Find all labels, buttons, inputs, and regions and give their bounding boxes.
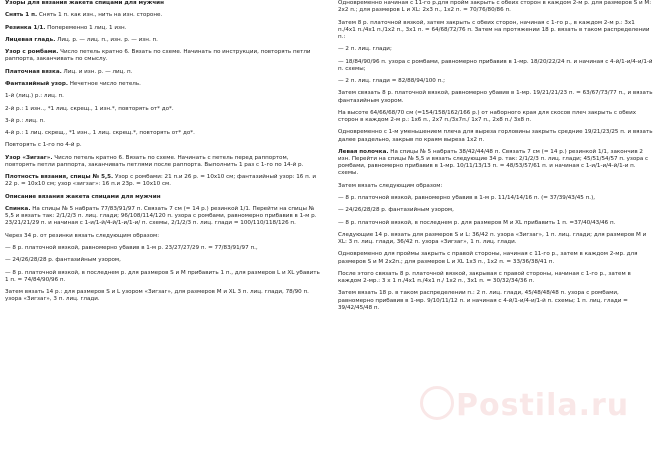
paragraph xyxy=(5,174,320,188)
paragraph-text: На спицы № 5 набрать 38/42/44/48 п. Связать 7 см (= 14 р.) резинкой 1/1, закончив 2 изн. Перейти на спицы № 5,5 и вязать следующие 34 р. так: 2/1/2/3 п. лиц. глади; 45/51/54/57 п. узора с ромбами, равномерно прибавив в 1-мр. 10/11/13/13 п. = 48/53/57/61 п. и начиная с 1-и/1-и/4-й/1-и п. схемы. xyxy=(338,148,649,177)
paragraph-heading: Левая полочка. xyxy=(338,148,389,155)
paragraph-text: Затем вязать следующим образом: xyxy=(338,182,443,189)
paragraph xyxy=(338,251,654,265)
paragraph xyxy=(338,129,654,143)
paragraph-heading: Плотность вязания, спицы № 5,5. xyxy=(5,174,114,181)
paragraph-text: Одновременно начиная с 11-го р.для пройм закрыть с обеих сторон в каждом 2-м р. для размеров S и M: 2х2 п.; для размеров L и XL: 2х3 п., 1х2 п. = 70/76/80/86 п. xyxy=(338,0,652,14)
watermark: Postila.ru xyxy=(456,388,630,423)
paragraph xyxy=(5,142,320,149)
paragraph xyxy=(338,290,654,312)
paragraph-text: Число петель кратно 6. Вязать по схеме. Начинать с петель перед раппортом, повторять петли раппорта, заканчивать петлями после раппорта. Выполнить 1 раз с 1-го по 14-й р. xyxy=(5,154,304,168)
paragraph-text: Повторять с 1-го по 4-й р. xyxy=(5,142,82,149)
paragraph-text: — 8 р. платочной вязкой, равномерно убавив в 1-м р. 11/14/14/16 п. (= 37/39/43/45 п.), xyxy=(338,195,596,201)
paragraph-text: Затем связать 8 р. платочной вязкой, равномерно убавив в 1-мр. 19/21/21/23 п. = 63/67/73/77 п., и вязать фантазийным узором. xyxy=(338,90,653,104)
paragraph-text: Лиц. р. — лиц. п., изн. р. — изн. п. xyxy=(55,36,158,43)
paragraph xyxy=(5,49,320,63)
paragraph xyxy=(5,270,320,284)
paragraph xyxy=(338,90,654,104)
paragraph xyxy=(338,20,654,42)
right-column xyxy=(338,0,654,317)
paragraph xyxy=(338,183,654,190)
paragraph-text: Попеременно 1 лиц. 1 изн. xyxy=(45,24,127,31)
paragraph-heading: Спинка. xyxy=(5,206,31,213)
paragraph-text: 4-й р.: 1 лиц. скрещ., *1 изн., 1 лиц. скрещ.*, повторять от* до*. xyxy=(5,130,195,137)
paragraph-text: Затем вязать 18 р. в таком распределении п.: 2 п. лиц. глади, 45/48/48/48 п. узора с ромбами, равномерно прибавив в 1-мр. 9/10/11/12 п. и начиная с 4-й/1-и/4-и/1-й п. схемы; 1 п. лиц. глади = 39/42/45/48 п. xyxy=(338,290,628,311)
paragraph xyxy=(338,78,654,85)
paragraph xyxy=(5,81,320,88)
paragraph-text: 1-й (лиц.) р.: лиц. п. xyxy=(5,93,64,100)
paragraph-text: — 8 р. платочной вязкой, равномерно убавив в 1-м р. 23/27/27/29 п. = 77/83/91/97 п., xyxy=(5,245,258,252)
paragraph-text: Нечетное число петель. xyxy=(67,80,141,87)
paragraph-text: — 24/26/28/28 р. фантазийным узором, xyxy=(338,207,454,214)
paragraph-text: — 8 р. платочной вязкой, в последнем р. для размеров M и XL прибавить 1 п. =37/40/43/46 п. xyxy=(338,219,616,226)
paragraph xyxy=(5,25,320,32)
paragraph xyxy=(5,130,320,137)
paragraph xyxy=(338,59,654,73)
paragraph-text: — 2 п. лиц. глади = 82/88/94/100 п.; xyxy=(338,78,445,84)
paragraph-text: 2-й р.: 1 изн.., *1 лиц. скрещ., 1 изн.*, повторять от* до*. xyxy=(5,105,174,112)
paragraph-text: — 2 п. лиц. глади; xyxy=(338,46,392,53)
paragraph-heading: Узор с ромбами. xyxy=(5,49,59,56)
paragraph-text: На спицы № 5 набрать 77/83/91/97 п. Связать 7 см (= 14 р.) резинкой 1/1. Перейти на спицы № 5,5 и вязать так: 2/1/2/3 п. лиц. глади; 96/108/114/120 п. узора с ромбами, равномерно прибавив в 1-м р. 23/21/21/29 п. и начиная с 1-и/1-й/4-й/1-и/1-и/ п. схемы, 2/1/2/3 п. лиц. глади = 100/110/118/126 п. xyxy=(5,206,317,227)
paragraph-text: Через 34 р. от резинки вязать следующим образом: xyxy=(5,232,160,239)
paragraph-text: Снять 1 п. как изн., нить на изн. стороне. xyxy=(37,12,163,19)
paragraph-text: — 18/84/90/96 п. узора с ромбами, равномерно прибавив в 1-мр. 18/20/22/24 п. и начиная с 4-й/1-и/4-и/1-й п. схемы; xyxy=(338,58,653,72)
paragraph-text: Число петель кратно 6. Вязать по схеме. Начинать по инструкции, повторять петли раппорта, заканчивать по смыслу. xyxy=(5,49,311,63)
paragraph xyxy=(5,194,320,201)
watermark-logo-icon xyxy=(420,386,454,420)
paragraph xyxy=(5,93,320,100)
paragraph-text: Одновременно с 1-м уменьшением плеча для выреза горловины закрыть средние 19/21/23/25 п. и вязать далее раздельно, закрыв по краям выреза 1х2 п. xyxy=(338,129,653,143)
paragraph xyxy=(338,271,654,285)
paragraph xyxy=(5,69,320,76)
paragraph xyxy=(5,118,320,125)
paragraph-text: Одновременно для проймы закрыть с правой стороны, начиная с 11-го р., затем в каждом 2-мр. для размеров S и M 2х2п.; для размеров L и XL 1х3 п., 1х2 п. = 33/36/38/41 п. xyxy=(338,251,638,265)
paragraph-text: — 24/26/28/28 р. фантазийным узором, xyxy=(5,257,121,264)
paragraph-text: На высоте 64/66/68/70 см (=154/158/162/166 р.) от наборного края для скосов плеч закрыть с обеих сторон в каждом 2-м р.: 1х6 п., 2х7 п./3х7п./ 1х7 п., 2х8 п./ 3х8 п. xyxy=(338,109,637,123)
paragraph-text: 3-й р.: лиц. п. xyxy=(5,117,45,124)
paragraph-heading: Описание вязания жакета спицами для мужчин xyxy=(5,193,161,200)
paragraph-text: Затем вязать 14 р.: для размеров S и L узором «Зигзаг», для размеров M и XL 3 п. лиц. глади, 78/90 п. узора «Зигзаг», 3 п. лиц. глади. xyxy=(5,289,309,303)
paragraph-text: — 8 р. платочной вязкой, в последнем р. для размеров S и M прибавить 1 п., для размеров L и XL убавить 1 п. = 74/84/90/96 п. xyxy=(5,269,320,283)
paragraph xyxy=(338,207,654,214)
paragraph xyxy=(338,0,654,14)
paragraph xyxy=(338,110,654,124)
paragraph-heading: Узоры для вязания жакета спицами для мужчин xyxy=(5,0,164,6)
paragraph xyxy=(5,37,320,44)
paragraph xyxy=(5,257,320,264)
paragraph xyxy=(5,233,320,240)
paragraph-text: Лиц. и изн. р. — лиц. п. xyxy=(61,68,133,75)
paragraph xyxy=(338,232,654,246)
paragraph-text: После этого связать 8 р. платочной вязкой, закрывая с правой стороны, начиная с 1-го р., затем в каждом 2-мр.: 3 х 1 п./4х1 п./4х1 п./ 1х2 п., 3х1 п. = 30/32/34/36 п. xyxy=(338,270,631,285)
paragraph xyxy=(5,206,320,228)
left-column xyxy=(5,0,320,309)
paragraph-heading: Лицевая гладь. xyxy=(5,36,56,43)
paragraph-heading: Фантазийный узор. xyxy=(5,80,68,87)
paragraph xyxy=(5,12,320,19)
paragraph-heading: Платочная вязка. xyxy=(5,68,62,75)
paragraph xyxy=(338,46,654,53)
paragraph xyxy=(5,106,320,113)
paragraph-heading: Узор «Зигзаг». xyxy=(5,154,53,161)
paragraph-heading: Снять 1 п. xyxy=(5,12,38,19)
paragraph xyxy=(5,0,320,7)
paragraph-heading: Резинка 1/1. xyxy=(5,24,46,31)
paragraph xyxy=(338,149,654,178)
paragraph-text: Узор с ромбами: 21 п.и 26 р. = 10х10 см; фантазийный узор: 16 п. и 22 р. = 10х10 см; узор «зигзаг»: 16 п.и 23р. = 10х10 см. xyxy=(5,174,316,188)
paragraph xyxy=(338,220,654,227)
paragraph xyxy=(5,155,320,169)
paragraph xyxy=(338,195,654,202)
paragraph xyxy=(5,245,320,252)
paragraph xyxy=(5,289,320,303)
paragraph-text: Затем 8 р. платочной вязкой, затем закрыть с обеих сторон, начиная с 1-го р., в каждом 2-м р.: 3х1 п./4х1 п./4х1 п./1х2 п., 3х1 п. = 64/68/72/76 п. Затем на протяжении 18 р. вязать в таком распределении п.: xyxy=(338,19,650,40)
paragraph-text: Следующие 14 р. вязать для размеров S и L: 36/42 п. узора «Зигзаг», 1 п. лиц. глади; для размеров M и XL: 3 п. лиц. глади, 36/42 п. узора «Зигзаг», 1 п. лиц. глади. xyxy=(338,231,647,246)
